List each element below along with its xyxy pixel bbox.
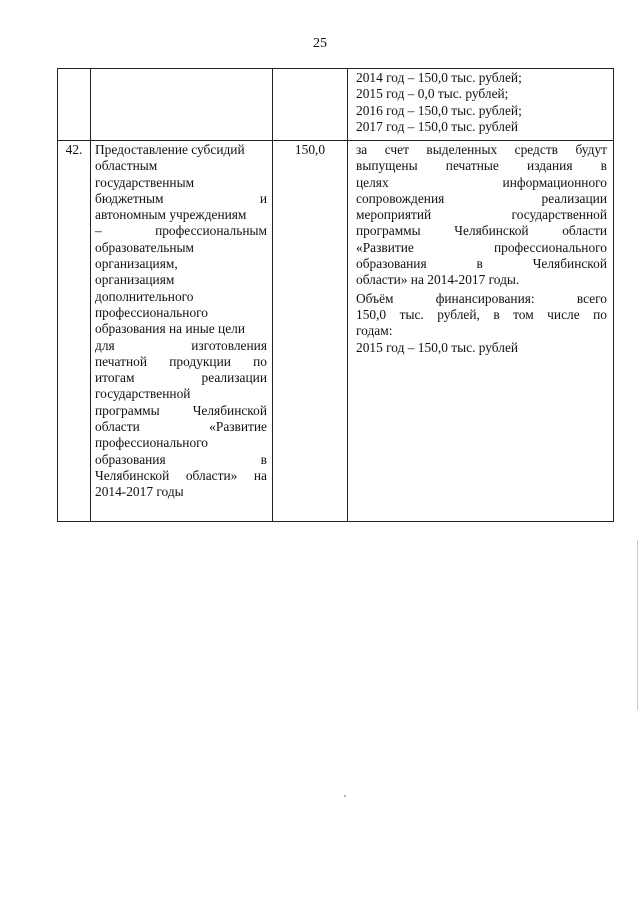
cell-yearly-amounts (348, 69, 614, 141)
description-line: бюджетным и (95, 190, 267, 206)
cell-amount-empty (273, 69, 348, 141)
description-line: печатной продукции по (95, 353, 267, 369)
table-row-42 (58, 141, 614, 522)
description-line: программы Челябинской (95, 402, 267, 418)
table-row-continuation (58, 69, 614, 141)
cell-amount: 150,0 (273, 141, 348, 522)
year-line: 2015 год – 0,0 тыс. рублей; (356, 86, 509, 102)
cell-row-number: 42. (58, 141, 91, 522)
description-line: Предоставление субсидий (95, 142, 245, 157)
description-line: итогам реализации (95, 370, 267, 386)
description-line: профессионального (95, 435, 208, 451)
funding-line: 2015 год – 150,0 тыс. рублей (356, 339, 519, 355)
result-line: сопровождения реализации (356, 190, 607, 206)
description-line: государственным (95, 174, 195, 190)
cell-description-empty (91, 69, 273, 141)
result-line: «Развитие профессионального (356, 239, 607, 255)
description-line: Челябинской области» на (95, 467, 267, 483)
description-line: государственной (95, 386, 191, 402)
description-line: автономным учреждениям (95, 207, 247, 223)
description-line: образования на иные цели (95, 321, 246, 337)
cell-number-empty (58, 69, 91, 141)
result-line: мероприятий государственной (356, 207, 607, 223)
scan-speck (344, 795, 346, 797)
result-line: за счет выделенных средств будут (356, 142, 607, 157)
description-line: образовательным (95, 239, 195, 255)
funding-line: 150,0 тыс. рублей, в том числе по (356, 306, 607, 322)
result-line: целях информационного (356, 174, 607, 190)
result-line: программы Челябинской области (356, 223, 607, 239)
scan-edge-mark (637, 540, 638, 710)
budget-table (57, 68, 614, 522)
funding-line: годам: (356, 323, 393, 339)
result-line: области» на 2014-2017 годы. (356, 272, 520, 288)
description-line: дополнительного (95, 288, 194, 304)
year-line: 2016 год – 150,0 тыс. рублей; (356, 102, 522, 118)
description-line: организациям, (95, 256, 178, 272)
year-line: 2017 год – 150,0 тыс. рублей (356, 118, 519, 134)
result-line: образования в Челябинской (356, 256, 607, 272)
result-line: выпущены печатные издания в (356, 158, 607, 174)
page-number: 25 (313, 36, 327, 51)
description-line: организациям (95, 272, 175, 288)
description-line: для изготовления (95, 337, 267, 353)
funding-line: Объём финансирования: всего (356, 290, 607, 306)
cell-measure-description (91, 141, 273, 522)
year-line: 2014 год – 150,0 тыс. рублей; (356, 70, 522, 85)
description-line: 2014-2017 годы (95, 484, 184, 500)
description-line: области «Развитие (95, 419, 267, 435)
cell-expected-results (348, 141, 614, 522)
description-line: образования в (95, 451, 267, 467)
description-line: – профессиональным (95, 223, 267, 239)
description-line: областным (95, 158, 158, 174)
description-line: профессионального (95, 304, 208, 320)
